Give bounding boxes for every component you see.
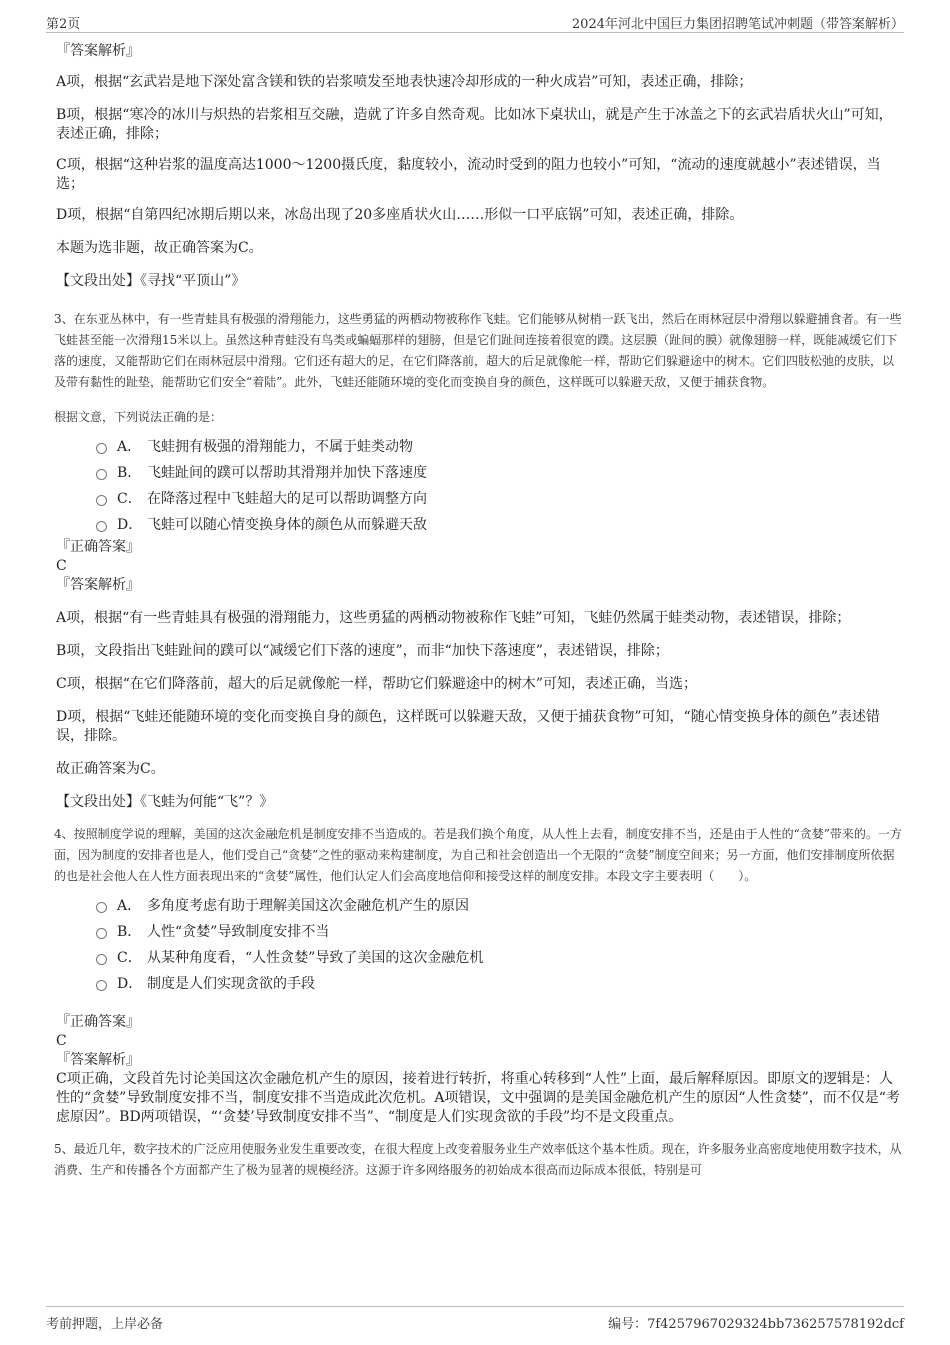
analysis-option-d: D项，根据“飞蛙还能随环境的变化而变换自身的颜色，这样既可以躲避天敌，又便于捕获食物”可知，“随心情变换身体的颜色”表述错误，排除。 [56, 709, 880, 744]
analysis-conclusion: 故正确答案为C。 [56, 761, 165, 777]
option-a[interactable]: A． 多角度考虑有助于理解美国这次金融危机产生的原因 [96, 893, 904, 919]
radio-icon[interactable] [96, 928, 107, 939]
radio-icon[interactable] [96, 495, 107, 506]
analysis-option-c: C项，根据“在它们降落前，超大的后足就像舵一样，帮助它们躲避途中的树木”可知，表述正确，当选； [56, 676, 698, 692]
analysis-option-a: A项，根据“玄武岩是地下深处富含镁和铁的岩浆喷发至地表快速冷却形成的一种火成岩”可知，表述正确，排除； [56, 74, 753, 90]
code-label: 编号： [608, 1317, 648, 1332]
option-d[interactable]: D． 制度是人们实现贪欲的手段 [96, 971, 904, 997]
question-4-options [96, 893, 904, 997]
question-5-passage: 5、最近几年，数字技术的广泛应用使服务业发生重要改变，在很大程度上改变着服务业生产效率低这个基本性质。现在，许多服务业高密度地使用数字技术，从消费、生产和传播各个方面都产生了极为显著的规模经济。这源于许多网络服务的初始成本很高而边际成本很低，特别是可 [54, 1142, 902, 1177]
option-a[interactable]: A． 飞蛙拥有极强的滑翔能力，不属于蛙类动物 [96, 434, 904, 460]
question-3-options [96, 434, 904, 538]
source-citation: 【文段出处】《寻找“平顶山”》 [56, 273, 246, 289]
correct-answer-label: 『正确答案』 [56, 1014, 140, 1030]
document-title: 2024年河北中国巨力集团招聘笔试冲刺题（带答案解析） [571, 17, 904, 32]
radio-icon[interactable] [96, 521, 107, 532]
analysis-text: C项正确，文段首先讨论美国这次金融危机产生的原因，接着进行转折，将重心转移到“人性”上面，最后解释原因。即原文的逻辑是：人性的“贪婪”导致制度安排不当，制度安排不当造成此次危机。A项错误，文中强调的是美国金融危机产生的原因“人性贪婪”，而不仅是“考虑原因”。BD两项错误，“‘贪婪’导致制度安排不当”、“制度是人们实现贪欲的手段”均不是文段重点。 [56, 1071, 900, 1125]
correct-answer: C [56, 1033, 67, 1049]
analysis-option-b: B项，文段指出飞蛙趾间的蹼可以“减缓它们下落的速度”，而非“加快下落速度”，表述错误，排除； [56, 643, 669, 659]
document-code [608, 1313, 904, 1332]
question-3-stem: 根据文意，下列说法正确的是： [54, 410, 223, 424]
option-c[interactable]: C． 从某种角度看，“人性贪婪”导致了美国的这次金融危机 [96, 945, 904, 971]
correct-answer-label: 『正确答案』 [56, 539, 140, 555]
header-divider [46, 32, 904, 33]
option-d[interactable]: D． 飞蛙可以随心情变换身体的颜色从而躲避天敌 [96, 512, 904, 538]
analysis-option-d: D项，根据“自第四纪冰期后期以来，冰岛出现了20多座盾状火山……形似一口平底锅”可知，表述正确，排除。 [56, 207, 744, 223]
analysis-label: 『答案解析』 [56, 43, 140, 59]
page-number: 第2页 [46, 17, 81, 32]
analysis-conclusion: 本题为选非题，故正确答案为C。 [56, 240, 263, 256]
radio-icon[interactable] [96, 902, 107, 913]
option-b[interactable]: B． 人性“贪婪”导致制度安排不当 [96, 919, 904, 945]
analysis-option-a: A项，根据“有一些青蛙具有极强的滑翔能力，这些勇猛的两栖动物被称作飞蛙”可知，飞蛙仍然属于蛙类动物，表述错误，排除； [56, 610, 851, 626]
question-4-passage: 4、按照制度学说的理解，美国的这次金融危机是制度安排不当造成的。若是我们换个角度，从人性上去看，制度安排不当，还是由于人性的“贪婪”带来的。一方面，因为制度的安排者也是人，他们受自己“贪婪”之性的驱动来构建制度，为自己和社会创造出一个无限的“贪婪”制度空间来；另一方面，他们安排制度所依据的也是社会他人在人性方面表现出来的“贪婪”属性，他们认定人们会高度地信仰和接受这样的制度安排。本段文字主要表明（ ）。 [54, 827, 902, 883]
page-content [46, 42, 904, 1181]
radio-icon[interactable] [96, 980, 107, 991]
analysis-label: 『答案解析』 [56, 577, 140, 593]
analysis-option-c: C项，根据“这种岩浆的温度高达1000～1200摄氏度，黏度较小，流动时受到的阻力也较小”可知，“流动的速度就越小”表述错误，当选； [56, 157, 881, 192]
radio-icon[interactable] [96, 954, 107, 965]
radio-icon[interactable] [96, 443, 107, 454]
option-b[interactable]: B． 飞蛙趾间的蹼可以帮助其滑翔并加快下落速度 [96, 460, 904, 486]
code-value: 7f4257967029324bb736257578192dcf [647, 1317, 904, 1332]
analysis-label: 『答案解析』 [56, 1052, 140, 1068]
analysis-option-b: B项，根据“寒冷的冰川与炽热的岩浆相互交融，造就了许多自然奇观。比如冰下桌状山，就是产生于冰盖之下的玄武岩盾状火山”可知，表述正确，排除； [56, 107, 893, 142]
radio-icon[interactable] [96, 469, 107, 480]
source-citation: 【文段出处】《飞蛙为何能“飞”？》 [56, 794, 274, 810]
page-header [0, 0, 950, 36]
question-3-passage: 3、在东亚丛林中，有一些青蛙具有极强的滑翔能力，这些勇猛的两栖动物被称作飞蛙。它们能够从树梢一跃飞出，然后在雨林冠层中滑翔以躲避捕食者。有一些飞蛙甚至能一次滑翔15米以上。虽然这种青蛙没有鸟类或蝙蝠那样的翅膀，但是它们趾间连接着很宽的蹼。这层膜（趾间的膜）就像翅膀一样，既能减缓它们下落的速度，又能帮助它们在雨林冠层中滑翔。它们还有超大的足，在它们降落前，超大的后足就像舵一样，帮助它们躲避途中的树木。它们四肢松弛的皮肤，以及带有黏性的趾垫，能帮助它们安全“着陆”。此外，飞蛙还能随环境的变化而变换自身的颜色，这样既可以躲避天敌，又便于捕获食物。 [54, 312, 902, 389]
option-c[interactable]: C． 在降落过程中飞蛙超大的足可以帮助调整方向 [96, 486, 904, 512]
correct-answer: C [56, 558, 67, 574]
footer-slogan: 考前押题，上岸必备 [46, 1317, 164, 1332]
page-footer [46, 1306, 904, 1332]
